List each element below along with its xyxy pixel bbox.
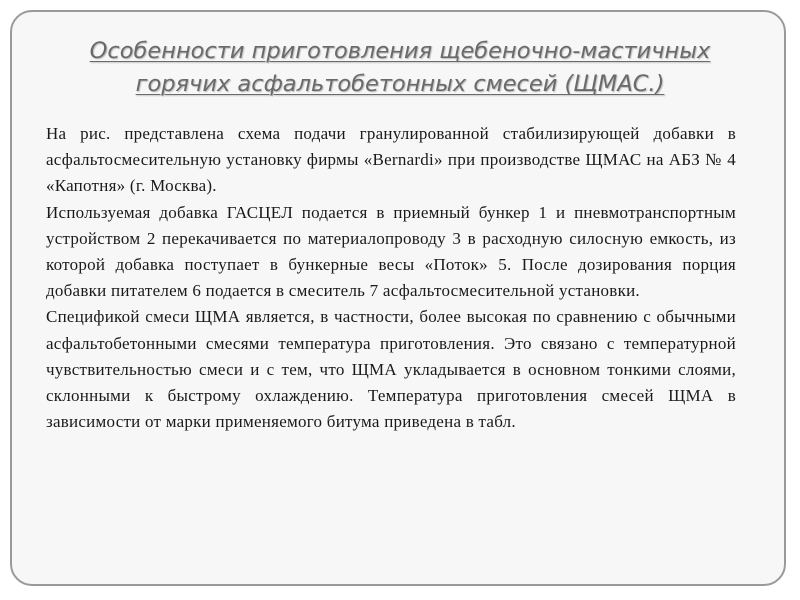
paragraph-2: Используемая добавка ГАСЦЕЛ подается в приемный бункер 1 и пневмотранспортным устройством 2 перекачивается по материалопроводу 3 в расходную силосную емкость, из которой добавка поступает в бункерные весы «Поток» 5. После дозирования порция добавки питателем 6 подается в смеситель 7 асфальтосмесительной установки. — [46, 202, 736, 301]
title-line-1: Особенности приготовления щебеночно-мастичных — [89, 38, 711, 64]
slide-body — [46, 121, 736, 435]
paragraph-1: На рис. представлена схема подачи гранулированной стабилизирующей добавки в асфальтосмесительную установку фирмы «Bernardi» при производстве ЩМАС на АБЗ № 4 «Капотня» (г. Москва). — [46, 124, 736, 196]
slide-title — [0, 35, 800, 101]
title-line-2: горячих асфальтобетонных смесей (ЩМАС.) — [135, 71, 665, 98]
paragraph-3: Спецификой смеси ЩМА является, в частности, более высокая по сравнению с обычными асфальтобетонными смесями температура приготовления. Это связано с температурной чувствительностью смеси и с тем, что ЩМА укладывается в основном тонкими слоями, склонными к быстрому охлаждению. Температура приготовления смесей ЩМА в зависимости от марки применяемого битума приведена в табл. — [46, 307, 736, 432]
